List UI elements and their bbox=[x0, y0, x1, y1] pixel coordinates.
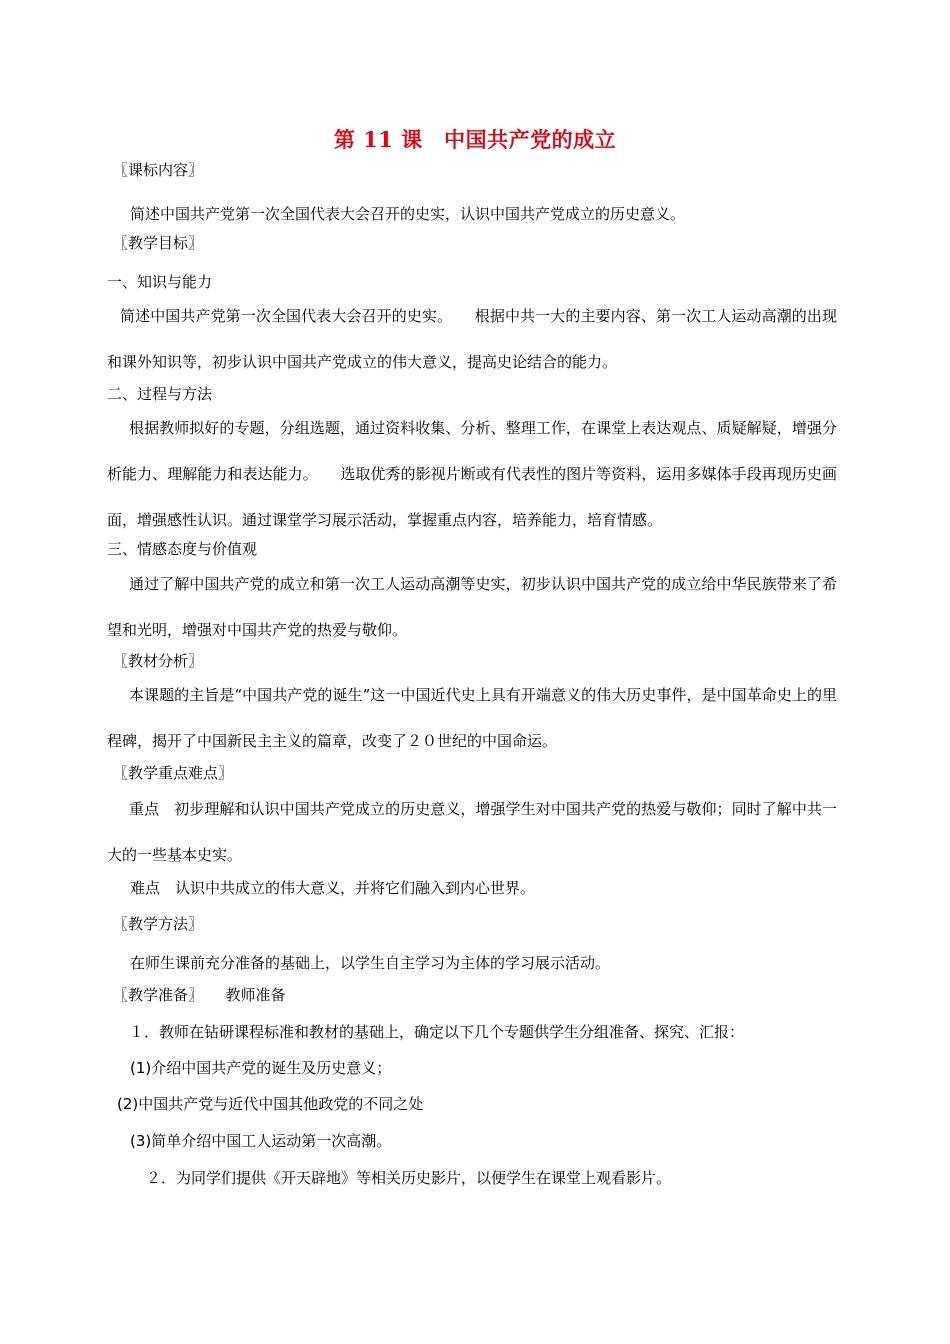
goals-heading: 〖教学目标〗 bbox=[113, 234, 204, 252]
standard-text: 简述中国共产党第一次全国代表大会召开的史实，认识中国共产党成立的历史意义。 bbox=[130, 205, 686, 223]
prep-subitem-1: (1)介绍中国共产党的诞生及历史意义； bbox=[130, 1059, 392, 1077]
goal3-heading: 三、情感态度与价值观 bbox=[107, 540, 258, 558]
goal1-text: 简述中国共产党第一次全国代表大会召开的史实。 根据中共一大的主要内容、第一次工人运动高潮的出现和课外知识等，初步认识中国共产党成立的伟大意义，提高史论结合的能力。 bbox=[107, 307, 837, 371]
analysis-text: 本课题的主旨是“中国共产党的诞生”这一中国近代史上具有开端意义的伟大历史事件，是中国革命史上的里程碑，揭开了中国新民主主义的篇章，改变了２０世纪的中国命运。 bbox=[107, 686, 837, 750]
keypoint-text: 重点 初步理解和认识中国共产党成立的历史意义，增强学生对中国共产党的热爱与敬仰；同时了解中共一大的一些基本史实。 bbox=[107, 800, 837, 864]
keypoints-heading: 〖教学重点难点〗 bbox=[113, 764, 234, 782]
page-title: 第 11 课 中国共产党的成立 bbox=[333, 127, 617, 152]
method-heading: 〖教学方法〗 bbox=[113, 915, 204, 933]
method-text: 在师生课前充分准备的基础上，以学生自主学习为主体的学习展示活动。 bbox=[130, 954, 611, 972]
prep-heading: 〖教学准备〗 教师准备 bbox=[113, 986, 286, 1004]
prep-item-2: ２．为同学们提供《开天辟地》等相关历史影片，以便学生在课堂上观看影片。 bbox=[146, 1169, 672, 1187]
standard-heading: 〖课标内容〗 bbox=[113, 161, 204, 179]
prep-subitem-2: (2)中国共产党与近代中国其他政党的不同之处 bbox=[117, 1095, 424, 1113]
prep-subitem-3: (3)简单介绍中国工人运动第一次高潮。 bbox=[130, 1132, 392, 1150]
analysis-heading: 〖教材分析〗 bbox=[113, 652, 204, 670]
goal1-heading: 一、知识与能力 bbox=[107, 273, 213, 291]
prep-item-1: １．教师在钻研课程标准和教材的基础上，确定以下几个专题供学生分组准备、探究、汇报： bbox=[129, 1023, 745, 1041]
difficulty-text: 难点 认识中共成立的伟大意义，并将它们融入到内心世界。 bbox=[130, 879, 536, 897]
goal3-text: 通过了解中国共产党的成立和第一次工人运动高潮等史实，初步认识中国共产党的成立给中华民族带来了希望和光明，增强对中国共产党的热爱与敬仰。 bbox=[107, 575, 837, 639]
goal2-heading: 二、过程与方法 bbox=[107, 385, 213, 403]
goal2-text: 根据教师拟好的专题，分组选题，通过资料收集、分析、整理工作，在课堂上表达观点、质疑解疑，增强分析能力、理解能力和表达能力。 选取优秀的影视片断或有代表性的图片等资料，运用多媒体手段再现历史画面，增强感性认识。通过课堂学习展示活动，掌握重点内容，培养能力，培育情感。 bbox=[107, 419, 837, 529]
